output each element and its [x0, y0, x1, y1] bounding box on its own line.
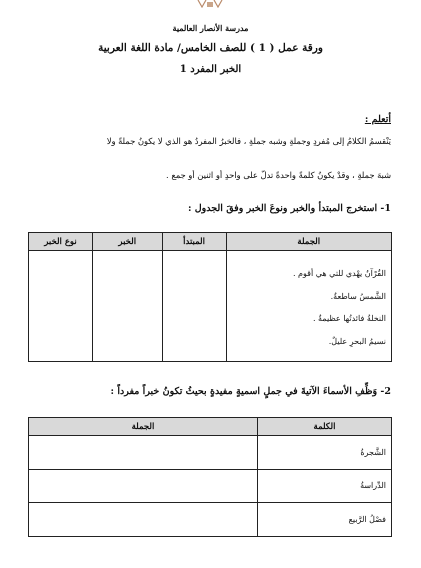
learn-heading: أتعلم :: [364, 114, 391, 125]
table-header-row: [29, 418, 392, 436]
sentence-answer-cell[interactable]: [29, 436, 258, 470]
learn-text-line-2: شبهَ جملةٍ ، وقدْ يكونُ كلمةً واحدةً تدلُّ على واحدٍ أو اثنين أو جمع .: [166, 170, 391, 180]
word-cell: الدِّراسةُ: [257, 469, 391, 503]
sentence-item: النخلةُ فائدتُها عظيمةٌ .: [312, 314, 386, 323]
column-header-predicate: الخبر: [92, 233, 162, 251]
lesson-title: الخبر المفرد 1: [179, 64, 242, 75]
predicate-answer-cell[interactable]: [92, 251, 162, 362]
learn-text-line-1: يَنْقسمُ الكلامُ إلى مُفردٍ وجملةٍ وشبه جملةٍ ، فالخبرُ المفردُ هو الذي لا يكونُ جملةً ولا: [106, 136, 391, 146]
sentence-item: نسيمُ البحرِ عليلٌ.: [328, 336, 386, 346]
worksheet-title: ورقة عمل ( 1 ) للصف الخامس/ مادة اللغة العربية: [98, 42, 323, 54]
word-cell: فصْلُ الرَّبيع: [257, 503, 391, 537]
sentence-item: الشَّمسُ ساطعةٌ.: [330, 291, 386, 301]
exercise-2-table: [28, 417, 392, 537]
table-row: [29, 469, 392, 503]
sentence-item: القُرْآنُ يهْدي للتي هي أقوم .: [292, 269, 386, 278]
sentence-answer-cell[interactable]: [29, 503, 258, 537]
sentences-cell: [226, 251, 391, 362]
school-name: مدرسة الأنصار العالمية: [172, 23, 249, 33]
column-header-subject: المبتدأ: [162, 233, 226, 251]
table-header-row: [29, 233, 392, 251]
word-cell: الشَّجرةُ: [257, 436, 391, 470]
exercise-1-table: [28, 232, 392, 362]
column-header-sentence: الجملة: [226, 233, 391, 251]
column-header-word: الكلمة: [257, 418, 391, 436]
subject-answer-cell[interactable]: [162, 251, 226, 362]
exercise-1-title: 1- استخرج المبتدأ والخبر ونوعَ الخبر وفقَ الجدول :: [187, 203, 391, 214]
table-row: [29, 436, 392, 470]
exercise-2-title: 2- وَظِّفِ الأسماءَ الآتيةَ في جملٍ اسميةٍ مفيدةٍ بحيثُ تكونُ خبراً مفرداً :: [110, 386, 391, 397]
sentence-answer-cell[interactable]: [29, 469, 258, 503]
table-row: [29, 503, 392, 537]
predicate-type-answer-cell[interactable]: [29, 251, 93, 362]
table-row: [29, 251, 392, 362]
column-header-predicate-type: نوع الخبر: [29, 233, 93, 251]
school-logo-icon: [196, 0, 224, 8]
column-header-sentence: الجملة: [29, 418, 258, 436]
